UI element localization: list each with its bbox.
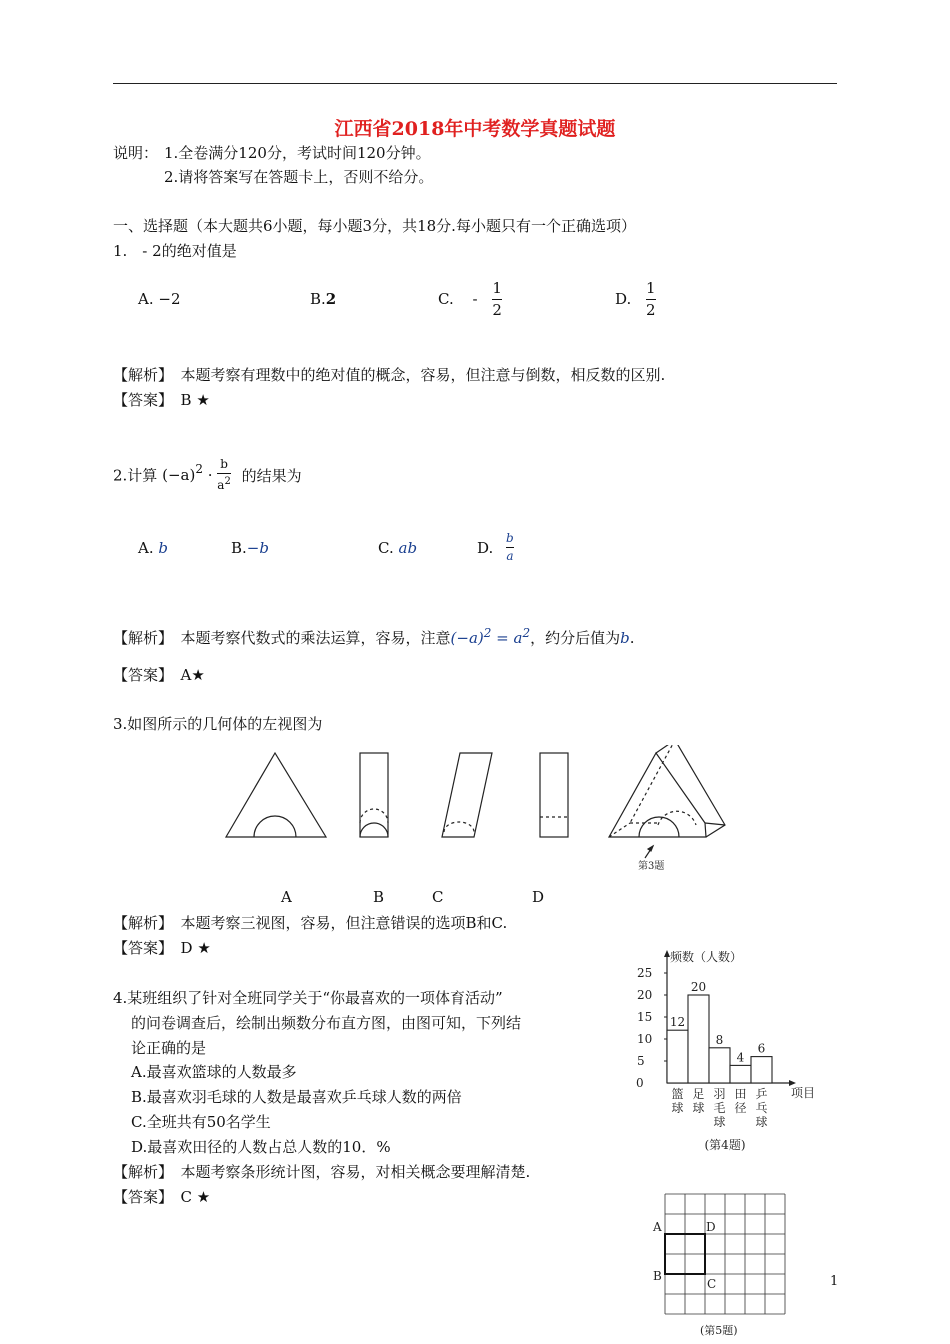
y-tick-label: 10	[637, 1032, 653, 1046]
bar	[730, 1065, 751, 1083]
q2-option-d: D. $\frac{b}{a}$	[477, 531, 514, 564]
category-label: 篮球	[671, 1087, 684, 1115]
q2-analysis: 【解析】 本题考察代数式的乘法运算，容易，注意$(-a)^2 = a^2$，约分后值为b.	[113, 626, 635, 647]
y-axis-label: 频数（人数）	[670, 950, 743, 964]
q3-figures	[220, 745, 740, 875]
q4-analysis: 【解析】 本题考察条形统计图，容易，对相关概念要理解清楚.	[113, 1163, 531, 1181]
q2-option-a: A. b	[138, 539, 168, 557]
q2-stem: 2.计算 $(-a)^2$ · $\frac{b}{a^2}$ 的结果为	[113, 457, 302, 493]
q5-fig-caption: (第5题)	[700, 1324, 738, 1337]
section-heading: 一、选择题（本大题共6小题，每小题3分，共18分.每小题只有一个正确选项）	[113, 217, 636, 235]
q3-answer: 【答案】 D ★	[113, 939, 211, 957]
top-rule	[113, 83, 837, 84]
y-tick-label: 0	[636, 1076, 644, 1090]
y-tick-label: 15	[637, 1010, 653, 1024]
category-label: 田径	[734, 1087, 747, 1115]
y-tick-label: 25	[637, 966, 653, 980]
note-1: 1.全卷满分120分，考试时间120分钟。	[164, 144, 431, 162]
bar-data-label: 8	[715, 1032, 724, 1047]
q3-stem: 3.如图所示的几何体的左视图为	[113, 715, 323, 733]
bar	[688, 995, 709, 1083]
q1-option-d: D. $\frac{1}{2}$	[615, 279, 656, 319]
q3-analysis: 【解析】 本题考察三视图，容易，但注意错误的选项B和C.	[113, 914, 508, 932]
q3-option-a-figure	[226, 753, 326, 837]
q2-fraction: $\frac{b}{a^2}$	[217, 457, 231, 493]
q4-stem-line3: 论正确的是	[131, 1039, 207, 1057]
q3-label-a: A	[281, 888, 292, 906]
category-label: 乒乓球	[755, 1087, 768, 1129]
bar-data-label: 20	[690, 980, 707, 994]
q3-option-c-figure	[442, 753, 492, 837]
q3-fig-caption: 第3题	[638, 861, 665, 872]
q1-option-b: B.2	[310, 290, 337, 308]
q3-option-b-figure	[360, 753, 388, 837]
q4-option-a: A.最喜欢篮球的人数最多	[131, 1063, 297, 1081]
q4-stem-line2: 的问卷调查后，绘制出频数分布直方图，由图可知，下列结	[131, 1014, 522, 1032]
q1-option-a: A. −2	[138, 290, 181, 308]
q2-option-c: C. ab	[378, 539, 418, 557]
q4-answer: 【答案】 C ★	[113, 1188, 211, 1206]
q3-label-d: D	[532, 888, 545, 906]
category-label: 羽毛球	[713, 1087, 726, 1129]
y-tick-label: 5	[637, 1054, 645, 1068]
page-title: 江西省2018年中考数学真题试题	[334, 118, 616, 140]
bar-data-label: 4	[736, 1050, 745, 1065]
q4-option-c: C.全班共有50名学生	[131, 1113, 271, 1131]
bar	[751, 1057, 772, 1083]
notes-lead: 说明：	[113, 144, 159, 162]
q4-option-b: B.最喜欢羽毛球的人数是最喜欢乒乓球人数的两倍	[131, 1088, 462, 1106]
q4-stem-line1: 4.某班组织了针对全班同学关于“你最喜欢的一项体育活动”	[113, 989, 503, 1007]
bar-data-label: 6	[757, 1041, 766, 1056]
y-tick-label: 20	[637, 988, 653, 1002]
category-label: 足球	[692, 1087, 705, 1115]
bar-data-label: 12	[669, 1015, 686, 1030]
q5-label-a: A	[653, 1220, 662, 1234]
bar	[667, 1030, 688, 1083]
q3-solid-figure	[609, 745, 725, 858]
q5-label-d: D	[706, 1220, 716, 1234]
q1-option-c: C. - $\frac{1}{2}$	[438, 279, 502, 319]
q3-option-d-figure	[540, 753, 568, 837]
bar	[709, 1048, 730, 1083]
q2-d-fraction: $\frac{b}{a}$	[506, 531, 514, 564]
q1-c-fraction: $\frac{1}{2}$	[492, 279, 502, 319]
q1-answer: 【答案】 B ★	[113, 391, 210, 409]
q1-stem: 1. - 2的绝对值是	[113, 242, 237, 260]
note-2: 2.请将答案写在答题卡上，否则不给分。	[164, 168, 434, 186]
q4-histogram	[615, 945, 830, 1160]
q2-answer: 【答案】 A★	[113, 666, 205, 684]
q3-label-b: B	[373, 888, 385, 906]
q4-fig-caption: (第4题)	[704, 1138, 746, 1152]
q5-label-b: B	[653, 1269, 662, 1283]
q5-grid-figure	[645, 1188, 805, 1340]
q5-label-c: C	[707, 1277, 717, 1291]
x-axis-label: 项目	[791, 1086, 816, 1100]
q3-label-c: C	[432, 888, 444, 906]
q1-analysis: 【解析】 本题考察有理数中的绝对值的概念，容易，但注意与倒数，相反数的区别.	[113, 366, 666, 384]
q1-d-fraction: $\frac{1}{2}$	[646, 279, 656, 319]
q4-option-d: D.最喜欢田径的人数占总人数的10．%	[131, 1138, 391, 1156]
q2-option-b: B.−b	[231, 539, 269, 557]
page-number: 1	[830, 1274, 839, 1289]
